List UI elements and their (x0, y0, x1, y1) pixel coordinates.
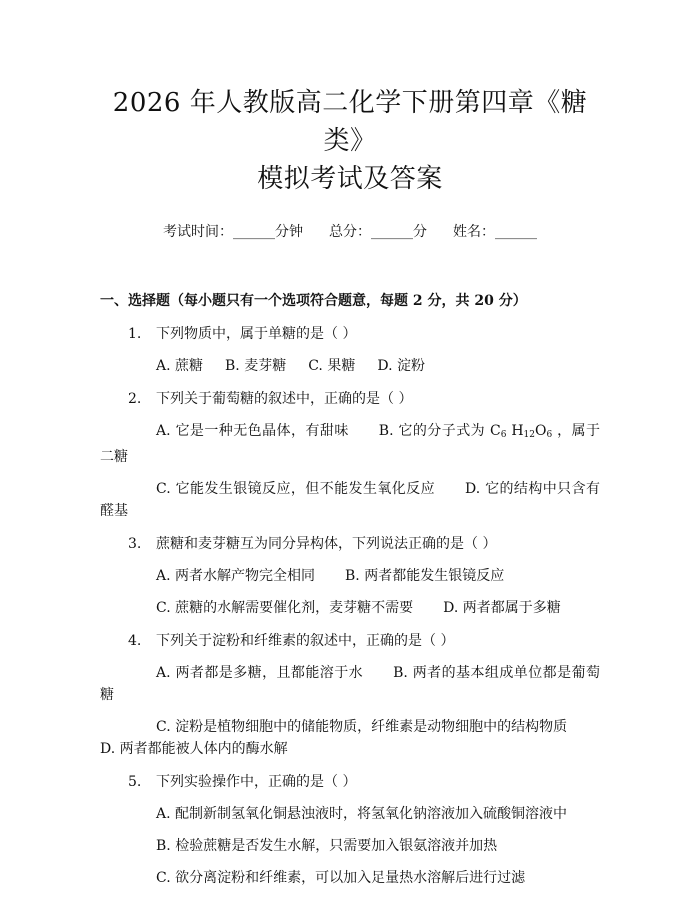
question-5-option-c (100, 867, 600, 889)
option-b: B. 两者都能发生银镜反应 (345, 568, 505, 584)
question-5-option-b (100, 835, 600, 857)
option-c: C. 欲分离淀粉和纤维素，可以加入足量热水溶解后进行过滤 (156, 870, 526, 886)
option-c: C. 它能发生银镜反应，但不能发生氧化反应 (156, 481, 436, 497)
student-name: 姓名：______ (453, 224, 537, 240)
option-b: B. 两者的基本组成单位都是葡萄糖 (100, 665, 600, 703)
question-5-option-a (100, 803, 600, 825)
question-2-options-ab (100, 420, 600, 468)
option-a: A. 配制新制氢氧化铜悬浊液时，将氢氧化钠溶液加入硫酸铜溶液中 (156, 806, 568, 822)
question-stem: 下列实验操作中，正确的是（ ） (156, 774, 357, 790)
question-number: 2. (128, 391, 142, 407)
question-number: 1. (128, 326, 142, 342)
section-title-choice: 一、选择题（每小题只有一个选项符合题意，每题 2 分，共 20 分） (100, 293, 527, 309)
question-4-options-ab (100, 662, 600, 706)
question-number: 5. (128, 774, 142, 790)
option-c: C. 淀粉是植物细胞中的储能物质，纤维素是动物细胞中的结构物质 (156, 719, 568, 735)
question-4 (100, 630, 600, 652)
option-d: D. 淀粉 (377, 358, 425, 374)
exam-title (100, 0, 600, 198)
question-stem: 下列物质中，属于单糖的是（ ） (156, 326, 357, 342)
option-a: A. 两者都是多糖，且都能溶于水 (156, 665, 364, 681)
question-number: 3. (128, 536, 142, 552)
option-c: C. 蔗糖的水解需要催化剂，麦芽糖不需要 (156, 600, 414, 616)
question-stem: 下列关于葡萄糖的叙述中，正确的是（ ） (156, 391, 413, 407)
total-score: 总分：______分 (329, 224, 427, 240)
option-d: D. 它的结构中只含有醛基 (100, 481, 600, 519)
question-1 (100, 323, 600, 345)
option-a: A. 蔗糖 (156, 358, 204, 374)
option-b: B. 它的分子式为 $C_6$ $H_{12}O_6$ ，属于二糖 (100, 423, 600, 465)
option-b: B. 麦芽糖 (225, 358, 287, 374)
question-2-options-cd (100, 478, 600, 522)
question-3-options-cd (100, 597, 600, 619)
question-1-options (100, 355, 600, 377)
question-3-options-ab (100, 565, 600, 587)
exam-time: 考试时间：______分钟 (163, 224, 303, 240)
option-d: D. 两者都属于多糖 (443, 600, 561, 616)
question-5 (100, 771, 600, 793)
exam-info (100, 222, 600, 242)
option-a: A. 它是一种无色晶体，有甜味 (156, 423, 349, 439)
question-4-option-c (100, 716, 600, 738)
option-c: C. 果糖 (308, 358, 356, 374)
question-2 (100, 388, 600, 410)
option-d: D. 两者都能被人体内的酶水解 (100, 741, 288, 757)
option-b: B. 检验蔗糖是否发生水解，只需要加入银氨溶液并加热 (156, 838, 498, 854)
title-line-2: 模拟考试及答案 (257, 164, 443, 194)
question-4-option-d (100, 738, 600, 760)
question-3 (100, 533, 600, 555)
question-stem: 蔗糖和麦芽糖互为同分异构体，下列说法正确的是（ ） (156, 536, 497, 552)
title-line-1: 2026 年人教版高二化学下册第四章《糖类》 (112, 88, 588, 156)
question-number: 4. (128, 633, 142, 649)
option-a: A. 两者水解产物完全相同 (156, 568, 316, 584)
question-stem: 下列关于淀粉和纤维素的叙述中，正确的是（ ） (156, 633, 455, 649)
